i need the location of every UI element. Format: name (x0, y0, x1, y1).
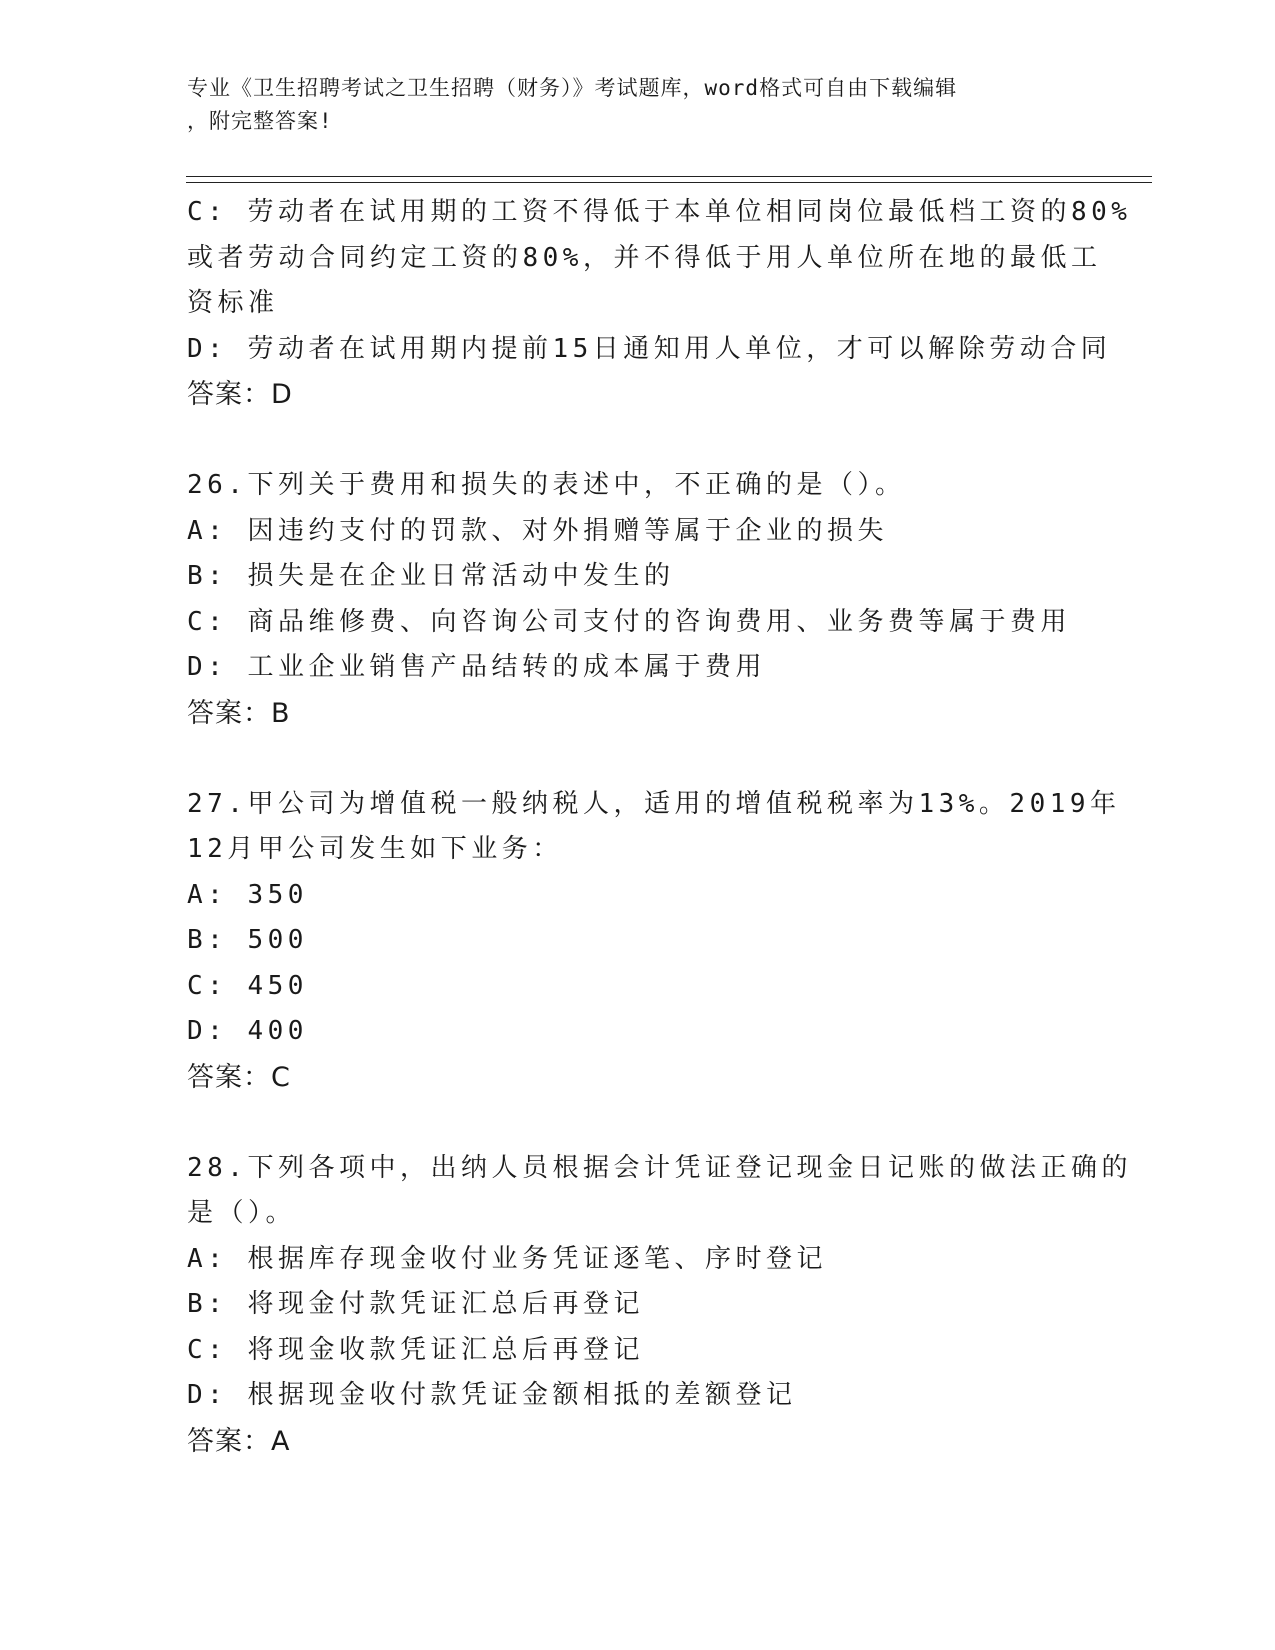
option-d: D: 400 (187, 1016, 308, 1046)
option-d: D: 劳动者在试用期内提前15日通知用人单位，才可以解除劳动合同 (187, 333, 1112, 364)
question-stem: 26.下列关于费用和损失的表述中，不正确的是（）。 (187, 470, 906, 500)
answer-label: 答案：A (187, 1425, 291, 1457)
header-line-1: 专业《卫生招聘考试之卫生招聘（财务）》考试题库，word格式可自由下载编辑 (187, 76, 958, 100)
option-b: B: 将现金付款凭证汇总后再登记 (187, 1289, 644, 1319)
header-line-2: ，附完整答案! (187, 109, 333, 133)
question-stem-line-2: 12月甲公司发生如下业务： (187, 834, 563, 864)
option-c: C: 将现金收款凭证汇总后再登记 (187, 1334, 644, 1365)
question-stem-line-2: 是（）。 (187, 1198, 297, 1228)
question-block-27 (187, 782, 1121, 1101)
option-c: C: 450 (187, 970, 308, 1001)
header-divider-top (186, 176, 1152, 177)
question-block-25 (187, 190, 1132, 418)
option-d: D: 根据现金收付款凭证金额相抵的差额登记 (187, 1380, 797, 1410)
option-d: D: 工业企业销售产品结转的成本属于费用 (187, 652, 766, 682)
option-b: B: 500 (187, 925, 308, 955)
option-a: A: 因违约支付的罚款、对外捐赠等属于企业的损失 (187, 515, 888, 546)
question-block-28 (187, 1146, 1132, 1465)
option-c: C: 商品维修费、向咨询公司支付的咨询费用、业务费等属于费用 (187, 606, 1071, 637)
question-block-26 (187, 463, 1087, 736)
question-stem-line-1: 27.甲公司为增值税一般纳税人，适用的增值税税率为13%。2019年 (187, 788, 1121, 819)
document-header (187, 72, 1087, 138)
option-c-line-2: 或者劳动合同约定工资的80%，并不得低于用人单位所在地的最低工 (187, 242, 1102, 273)
answer-label: 答案：C (187, 1061, 291, 1093)
answer-label: 答案：D (187, 379, 293, 410)
option-a: A: 根据库存现金收付业务凭证逐笔、序时登记 (187, 1243, 827, 1274)
option-b: B: 损失是在企业日常活动中发生的 (187, 561, 675, 591)
option-c-line-3: 资标准 (187, 288, 279, 318)
question-list (187, 190, 1132, 1464)
header-divider-bottom (186, 182, 1152, 183)
option-a: A: 350 (187, 879, 308, 910)
question-stem-line-1: 28.下列各项中，出纳人员根据会计凭证登记现金日记账的做法正确的 (187, 1152, 1132, 1183)
answer-label: 答案：B (187, 697, 291, 729)
spacer (187, 1100, 1087, 1146)
spacer (187, 736, 1087, 782)
option-c-line-1: C: 劳动者在试用期的工资不得低于本单位相同岗位最低档工资的80% (187, 197, 1132, 227)
spacer (187, 418, 1087, 464)
